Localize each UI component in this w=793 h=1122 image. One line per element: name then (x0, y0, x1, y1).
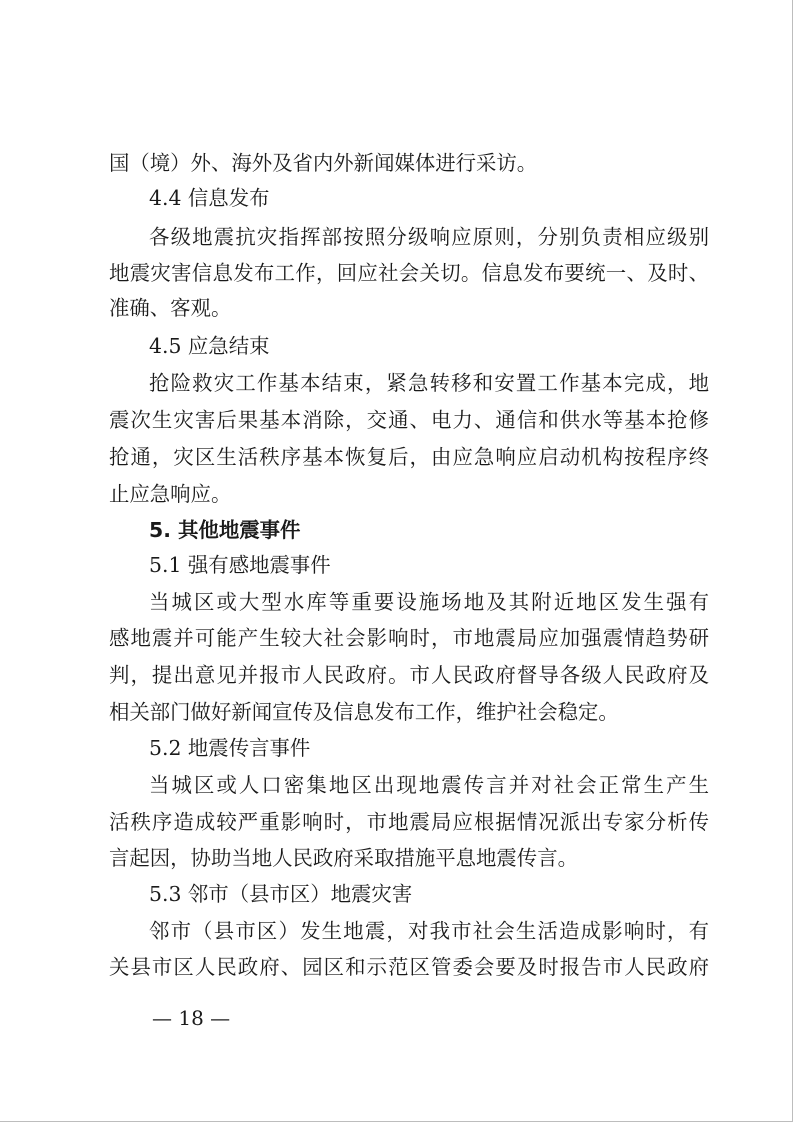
paragraph-line: 各级地震抗灾指挥部按照分级响应原则，分别负责相应级别 (149, 225, 709, 249)
paragraph-line: 准确、客观。 (109, 296, 232, 320)
paragraph-line: 相关部门做好新闻宣传及信息发布工作，维护社会稳定。 (109, 700, 619, 724)
section-heading-5-2: 5.2 地震传言事件 (149, 736, 311, 760)
paragraph-line: 抢通，灾区生活秩序基本恢复后，由应急响应启动机构按程序终 (109, 445, 709, 469)
section-heading-5-3: 5.3 邻市（县市区）地震灾害 (149, 882, 413, 906)
section-heading-5-1: 5.1 强有感地震事件 (149, 553, 331, 577)
paragraph-line: 感地震并可能产生较大社会影响时，市地震局应加强震情趋势研 (109, 626, 709, 650)
section-heading-5: 5. 其他地震事件 (149, 518, 301, 542)
paragraph-line: 活秩序造成较严重影响时，市地震局应根据情况派出专家分析传 (109, 810, 709, 834)
paragraph-line: 判，提出意见并报市人民政府。市人民政府督导各级人民政府及 (109, 663, 709, 687)
paragraph-line: 邻市（县市区）发生地震，对我市社会生活造成影响时，有 (149, 919, 709, 943)
paragraph-line: 震次生灾害后果基本消除，交通、电力、通信和供水等基本抢修 (109, 408, 709, 432)
section-heading-4-4: 4.4 信息发布 (149, 186, 270, 210)
body-line: 国（境）外、海外及省内外新闻媒体进行采访。 (109, 151, 538, 175)
section-heading-4-5: 4.5 应急结束 (149, 334, 270, 358)
paragraph-line: 言起因，协助当地人民政府采取措施平息地震传言。 (109, 846, 578, 870)
paragraph-line: 关县市区人民政府、园区和示范区管委会要及时报告市人民政府 (109, 955, 709, 979)
paragraph-line: 止应急响应。 (109, 482, 232, 506)
paragraph-line: 抢险救灾工作基本结束，紧急转移和安置工作基本完成，地 (149, 371, 709, 395)
paragraph-line: 当城区或大型水库等重要设施场地及其附近地区发生强有 (149, 590, 709, 614)
page-number: — 18 — (152, 1006, 231, 1030)
paragraph-line: 当城区或人口密集地区出现地震传言并对社会正常生产生 (149, 773, 709, 797)
paragraph-line: 地震灾害信息发布工作，回应社会关切。信息发布要统一、及时、 (109, 261, 709, 285)
